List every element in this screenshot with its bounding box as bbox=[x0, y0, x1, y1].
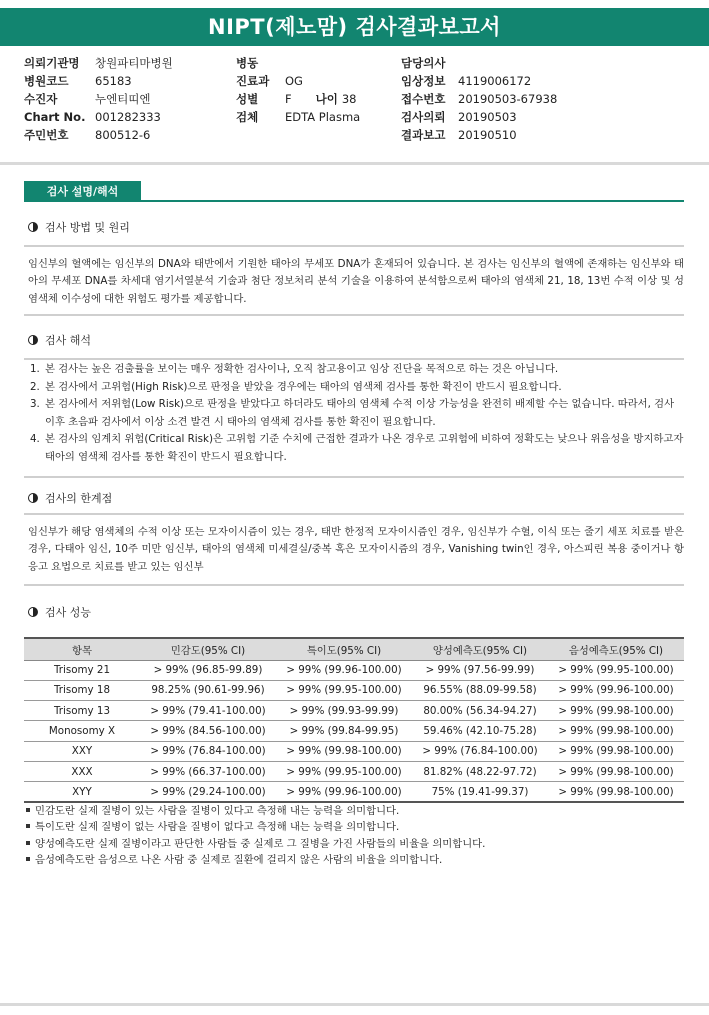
list-number: 1. bbox=[30, 363, 40, 375]
table-row bbox=[24, 721, 684, 741]
table-cell: > 99% (76.84-100.00) bbox=[140, 741, 276, 761]
receipt-value: 20190503-67938 bbox=[458, 92, 558, 106]
header-divider bbox=[0, 162, 709, 165]
table-cell: > 99% (76.84-100.00) bbox=[412, 741, 548, 761]
table-cell: 59.46% (42.10-75.28) bbox=[412, 721, 548, 741]
sex-age-row bbox=[236, 90, 360, 108]
table-cell: 75% (19.41-99.37) bbox=[412, 782, 548, 802]
ward-row bbox=[236, 54, 360, 72]
report-date-value: 20190510 bbox=[458, 128, 517, 142]
performance-heading bbox=[28, 605, 91, 621]
hospital-value: 창원파티마병원 bbox=[95, 56, 173, 70]
list-number: 4. bbox=[30, 433, 40, 445]
table-cell: > 99% (29.24-100.00) bbox=[140, 782, 276, 802]
table-cell: > 99% (99.98-100.00) bbox=[548, 782, 684, 802]
limitations-body: 임신부가 해당 염색체의 수적 이상 또는 모자이시즘이 있는 경우, 태반 한정적 모자이시즘인 경우, 임신부가 수혈, 이식 또는 줄기 세포 치료를 받은 경우, 다태아 임신, 10주 미만 임신부, 태아의 염색체 미세결실/중복 혹은 모자이시즘의 경우, Vanishing twin인 경우, 아스피린 복용 중이거나 항 응고 요법으로 치료를 받고 있는 임신부 bbox=[28, 526, 684, 573]
table-cell: Trisomy 18 bbox=[24, 680, 140, 700]
dept-value: OG bbox=[285, 74, 303, 88]
table-cell: > 99% (66.37-100.00) bbox=[140, 761, 276, 781]
table-row bbox=[24, 741, 684, 761]
list-number: 2. bbox=[30, 380, 40, 393]
method-body: 임신부의 혈액에는 임신부의 DNA와 태반에서 기원한 태아의 무세포 DNA가 혼재되어 있습니다. 본 검사는 임신부의 혈액에 존재하는 임신부와 태아의 무세포 DNA를 차세대 염기서열분석 기술과 첨단 정보처리 분석 기술을 이용하여 분석함으로써 태아의 염색체 21, 18, 13번 수적 이상 및 성염색체 이수성에 대한 위험도 평가를 제공합니다. bbox=[28, 258, 684, 305]
dept-row bbox=[236, 72, 360, 90]
section-tab: 검사 설명/해석 bbox=[24, 181, 141, 202]
collector-label: 수진자 bbox=[24, 92, 58, 106]
table-cell: 81.82% (48.22-97.72) bbox=[412, 761, 548, 781]
note-text: 특이도란 실제 질병이 없는 사람을 질병이 없다고 측정해 내는 능력을 의미합니다. bbox=[35, 821, 400, 834]
rrn-value: 800512-6 bbox=[95, 128, 151, 142]
table-cell: > 99% (99.98-100.00) bbox=[548, 701, 684, 721]
doctor-row bbox=[401, 54, 557, 72]
table-cell: Trisomy 13 bbox=[24, 701, 140, 721]
specimen-label: 검체 bbox=[236, 110, 259, 124]
table-header-row bbox=[24, 638, 684, 660]
table-cell: > 99% (99.96-100.00) bbox=[276, 782, 412, 802]
hospital-row bbox=[24, 54, 173, 72]
clinical-label: 임상정보 bbox=[401, 74, 446, 88]
specimen-row bbox=[236, 108, 360, 126]
hospital-label: 의뢰기관명 bbox=[24, 56, 80, 70]
interpretation-list bbox=[30, 361, 684, 466]
note-text: 민감도란 실제 질병이 있는 사람을 질병이 있다고 측정해 내는 능력을 의미합니다. bbox=[35, 805, 400, 817]
hospital-code-label: 병원코드 bbox=[24, 74, 69, 88]
table-cell: > 99% (99.98-100.00) bbox=[548, 741, 684, 761]
list-item bbox=[30, 379, 684, 397]
table-row bbox=[24, 701, 684, 721]
interpretation-heading bbox=[28, 333, 91, 349]
table-cell: > 99% (99.98-100.00) bbox=[276, 741, 412, 761]
list-text: 본 검사의 임계치 위험(Critical Risk)은 고위험 기준 수치에 근접한 결과가 나온 경우로 고위험에 비하여 정확도는 낮으나 위음성을 방지하고자 태아의 염색체 검사를 통한 확진이 반드시 필요합니다. bbox=[45, 433, 684, 463]
table-row bbox=[24, 680, 684, 700]
section-underline bbox=[24, 200, 684, 202]
bullet-icon bbox=[26, 841, 30, 845]
note-item bbox=[26, 819, 485, 835]
column-header: 음성예측도(95% CI) bbox=[548, 638, 684, 660]
clinical-row bbox=[401, 72, 557, 90]
table-cell: XYY bbox=[24, 782, 140, 802]
note-text: 양성예측도란 실제 질병이라고 판단한 사람들 중 실제로 그 질병을 가진 사람들의 비율을 의미합니다. bbox=[35, 837, 486, 850]
table-cell: > 99% (79.41-100.00) bbox=[140, 701, 276, 721]
collector-row bbox=[24, 90, 173, 108]
table-cell: > 99% (84.56-100.00) bbox=[140, 721, 276, 741]
divider bbox=[24, 513, 684, 515]
chart-label: Chart No. bbox=[24, 110, 86, 124]
list-item bbox=[30, 396, 684, 431]
divider bbox=[24, 584, 684, 586]
specimen-value: EDTA Plasma bbox=[285, 110, 361, 124]
note-item bbox=[26, 803, 485, 819]
half-circle-icon bbox=[28, 493, 38, 503]
column-header: 민감도(95% CI) bbox=[140, 638, 276, 660]
table-cell: > 99% (99.95-100.00) bbox=[548, 660, 684, 680]
performance-title: 검사 성능 bbox=[45, 606, 92, 619]
list-item bbox=[30, 361, 684, 379]
table-cell: > 99% (99.96-100.00) bbox=[548, 680, 684, 700]
list-item bbox=[30, 431, 684, 466]
report-date-row bbox=[401, 126, 557, 144]
column-header: 항목 bbox=[24, 638, 140, 660]
half-circle-icon bbox=[28, 335, 38, 345]
table-cell: XXX bbox=[24, 761, 140, 781]
patient-info-middle bbox=[236, 54, 360, 126]
age-value: 38 bbox=[341, 92, 357, 106]
table-cell: > 99% (99.95-100.00) bbox=[276, 761, 412, 781]
note-item bbox=[26, 836, 485, 852]
sex-label: 성별 bbox=[236, 92, 259, 106]
rrn-label: 주민번호 bbox=[24, 128, 69, 142]
divider bbox=[24, 358, 684, 360]
age-label: 나이 bbox=[315, 92, 338, 106]
table-row bbox=[24, 761, 684, 781]
list-number: 3. bbox=[30, 398, 40, 410]
table-cell: > 99% (99.98-100.00) bbox=[548, 761, 684, 781]
table-cell: Trisomy 21 bbox=[24, 660, 140, 680]
receipt-label: 접수번호 bbox=[401, 92, 446, 106]
method-heading bbox=[28, 220, 130, 236]
chart-row bbox=[24, 108, 173, 126]
table-cell: > 99% (99.84-99.95) bbox=[276, 721, 412, 741]
method-title: 검사 방법 및 원리 bbox=[45, 221, 130, 234]
request-value: 20190503 bbox=[458, 110, 517, 124]
performance-table bbox=[24, 637, 684, 803]
table-cell: 96.55% (88.09-99.58) bbox=[412, 680, 548, 700]
hospital-code-row bbox=[24, 72, 173, 90]
report-title: NIPT(제노맘) 검사결과보고서 bbox=[0, 8, 709, 46]
note-item bbox=[26, 852, 485, 868]
list-text: 본 검사에서 고위험(High Risk)으로 판정을 받았을 경우에는 태아의 염색체 검사를 통한 확진이 반드시 필요합니다. bbox=[45, 380, 562, 393]
bullet-icon bbox=[26, 857, 30, 861]
collector-value: 누엔티띠엔 bbox=[95, 92, 151, 106]
doctor-label: 담당의사 bbox=[401, 56, 446, 70]
table-cell: 80.00% (56.34-94.27) bbox=[412, 701, 548, 721]
divider bbox=[24, 314, 684, 316]
table-cell: Monosomy X bbox=[24, 721, 140, 741]
chart-value: 001282333 bbox=[95, 110, 161, 124]
list-text: 본 검사에서 저위험(Low Risk)으로 판정을 받았다고 하더라도 태아의 염색체 수적 이상 가능성을 완전히 배제할 수는 없습니다. 따라서, 검사 이후 초음파 검사에서 이상 소견 발견 시 태아의 염색체 검사를 통한 확진이 필요합니다. bbox=[45, 398, 675, 428]
interpretation-title: 검사 해석 bbox=[45, 334, 92, 347]
footer-divider bbox=[0, 1003, 709, 1006]
table-cell: > 99% (99.95-100.00) bbox=[276, 680, 412, 700]
performance-notes bbox=[26, 803, 485, 868]
half-circle-icon bbox=[28, 607, 38, 617]
limitations-title: 검사의 한계점 bbox=[45, 492, 113, 505]
table-cell: > 99% (99.96-100.00) bbox=[276, 660, 412, 680]
divider bbox=[24, 245, 684, 247]
bullet-icon bbox=[26, 808, 30, 812]
table-cell: > 99% (99.98-100.00) bbox=[548, 721, 684, 741]
receipt-row bbox=[401, 90, 557, 108]
list-text: 본 검사는 높은 검출률을 보이는 매우 정확한 검사이나, 오직 참고용이고 임상 진단을 목적으로 하는 것은 아닙니다. bbox=[45, 363, 559, 375]
table-cell: > 99% (96.85-99.89) bbox=[140, 660, 276, 680]
bullet-icon bbox=[26, 824, 30, 828]
table-cell: > 99% (99.93-99.99) bbox=[276, 701, 412, 721]
sex-value: F bbox=[285, 92, 292, 106]
half-circle-icon bbox=[28, 222, 38, 232]
table-cell: > 99% (97.56-99.99) bbox=[412, 660, 548, 680]
patient-info-right bbox=[401, 54, 557, 144]
report-date-label: 결과보고 bbox=[401, 128, 446, 142]
ward-label: 병동 bbox=[236, 56, 259, 70]
hospital-code-value: 65183 bbox=[95, 74, 132, 88]
table-row bbox=[24, 660, 684, 680]
limitations-heading bbox=[28, 491, 112, 507]
dept-label: 진료과 bbox=[236, 74, 270, 88]
divider bbox=[24, 476, 684, 478]
clinical-value: 4119006172 bbox=[458, 74, 532, 88]
table-cell: XXY bbox=[24, 741, 140, 761]
table-cell: 98.25% (90.61-99.96) bbox=[140, 680, 276, 700]
request-label: 검사의뢰 bbox=[401, 110, 446, 124]
column-header: 양성예측도(95% CI) bbox=[412, 638, 548, 660]
request-row bbox=[401, 108, 557, 126]
column-header: 특이도(95% CI) bbox=[276, 638, 412, 660]
note-text: 음성예측도란 음성으로 나온 사람 중 실제로 질환에 걸리지 않은 사람의 비율을 의미합니다. bbox=[35, 853, 443, 866]
rrn-row bbox=[24, 126, 173, 144]
table-row bbox=[24, 782, 684, 802]
patient-info-left bbox=[24, 54, 173, 144]
